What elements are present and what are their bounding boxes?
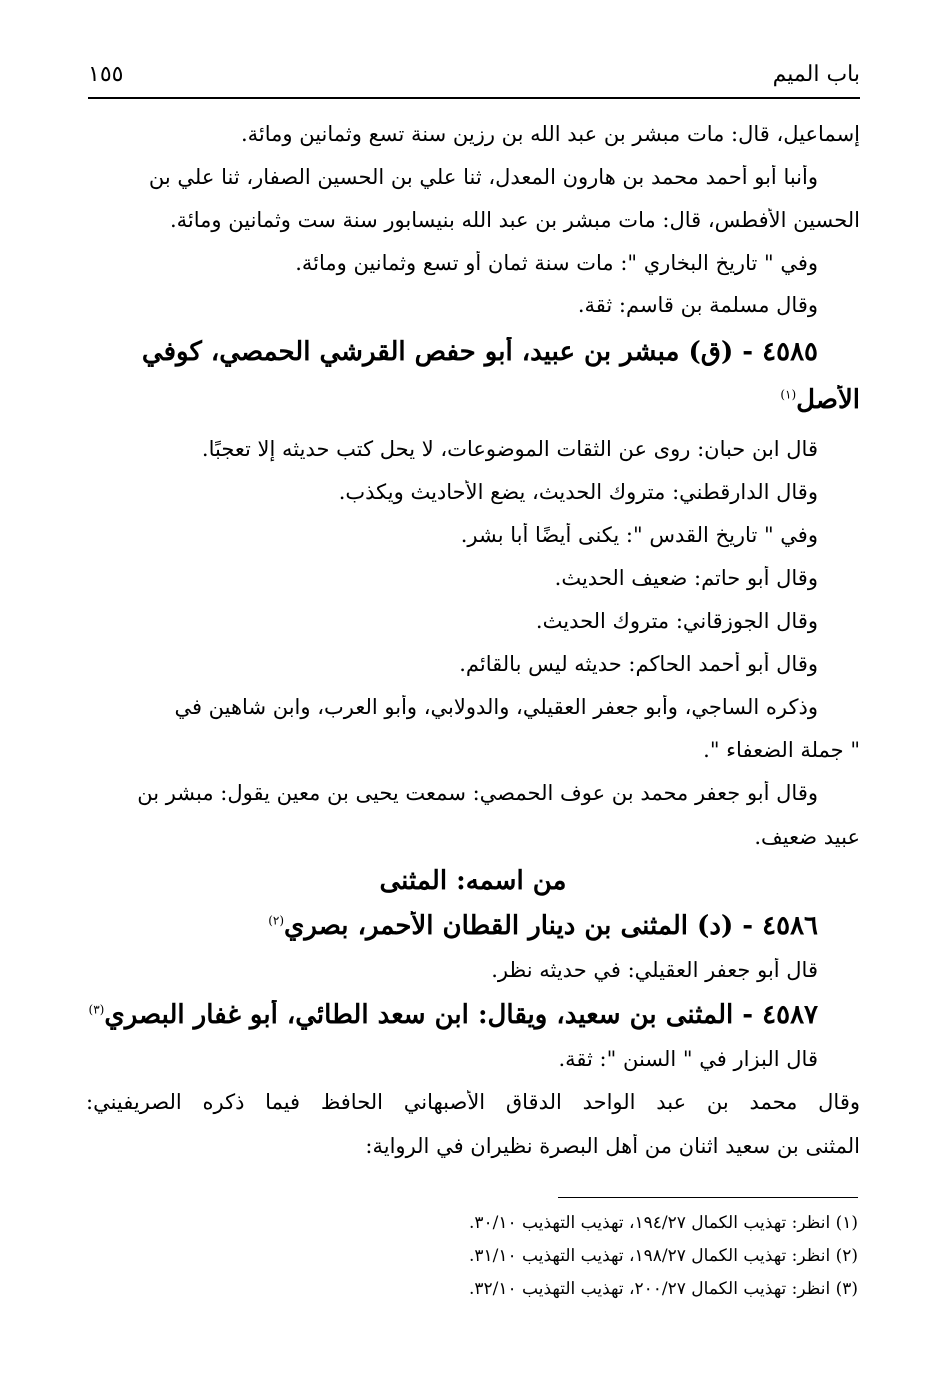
running-header [88, 58, 860, 96]
text-line: وفي " تاريخ القدس ": يكنى أيضًا أبا بشر. [460, 523, 818, 547]
page-number: ١٥٥ [88, 62, 124, 87]
text-line: وقال الجوزقاني: متروك الحديث. [535, 609, 818, 633]
footnote: (١) انظر: تهذيب الكمال ١٩٤/٢٧، تهذيب التهذيب ٣٠/١٠. [468, 1213, 858, 1233]
text-line: عبيد ضعيف. [754, 825, 860, 849]
entry-heading-4586 [86, 911, 860, 942]
text-line: وذكره الساجي، وأبو جعفر العقيلي، والدولابي، وأبو العرب، وابن شاهين في [174, 695, 818, 719]
entry-heading-4585: ٤٥٨٥ - (ق) مبشر بن عبيد، أبو حفص القرشي الحمصي، كوفي [141, 337, 818, 367]
text-line: قال البزار في " السنن ": ثقة. [558, 1047, 818, 1071]
header-divider [88, 97, 860, 99]
section-heading: من اسمه: المثنى [379, 866, 567, 896]
entry-heading-4585-cont [86, 385, 860, 416]
text-line: وقال محمد بن عبد الواحد الدقاق الأصبهاني الحافظ فيما ذكره الصريفيني: [86, 1090, 860, 1114]
text-line: قال أبو جعفر العقيلي: في حديثه نظر. [491, 958, 818, 982]
text-line: وقال أبو جعفر محمد بن عوف الحمصي: سمعت يحيى بن معين يقول: مبشر بن [137, 781, 818, 805]
footnote-ref-3: (٣) [88, 1002, 105, 1017]
footnote-ref-1: (١) [780, 387, 797, 402]
footnote-divider [558, 1197, 858, 1198]
footnote: (٢) انظر: تهذيب الكمال ١٩٨/٢٧، تهذيب التهذيب ٣١/١٠. [468, 1246, 858, 1266]
text-line: وقال الدارقطني: متروك الحديث، يضع الأحاديث ويكذب. [338, 480, 818, 504]
footnote: (٣) انظر: تهذيب الكمال ٢٠٠/٢٧، تهذيب التهذيب ٣٢/١٠. [468, 1279, 858, 1299]
entry-heading-4586-text: ٤٥٨٦ - (د) المثنى بن دينار القطان الأحمر، بصري [284, 911, 818, 941]
entry-heading-4585-word: الأصل [796, 385, 860, 415]
text-line: وفي " تاريخ البخاري ": مات سنة ثمان أو تسع وثمانين ومائة. [295, 251, 818, 275]
text-line: وأنبا أبو أحمد محمد بن هارون المعدل، ثنا علي بن الحسين الصفار، ثنا علي بن [148, 165, 818, 189]
entry-heading-4587 [86, 1000, 860, 1031]
entry-heading-4587-text: ٤٥٨٧ - المثنى بن سعيد، ويقال: ابن سعد الطائي، أبو غفار البصري [104, 1000, 818, 1030]
footnote-ref-2: (٢) [268, 913, 285, 928]
text-line: وقال أبو أحمد الحاكم: حديثه ليس بالقائم. [459, 652, 818, 676]
text-line: وقال أبو حاتم: ضعيف الحديث. [554, 566, 818, 590]
text-line: " جملة الضعفاء ". [703, 738, 860, 762]
text-line: وقال مسلمة بن قاسم: ثقة. [577, 293, 818, 317]
text-line: إسماعيل، قال: مات مبشر بن عبد الله بن رزين سنة تسع وثمانين ومائة. [240, 122, 860, 146]
text-line: المثنى بن سعيد اثنان من أهل البصرة نظيران في الرواية: [365, 1134, 860, 1158]
text-line: الحسين الأفطس، قال: مات مبشر بن عبد الله بنيسابور سنة ست وثمانين ومائة. [170, 208, 860, 232]
chapter-title: باب الميم [772, 62, 860, 87]
text-line: قال ابن حبان: روى عن الثقات الموضوعات، لا يحل كتب حديثه إلا تعجبًا. [201, 437, 818, 461]
